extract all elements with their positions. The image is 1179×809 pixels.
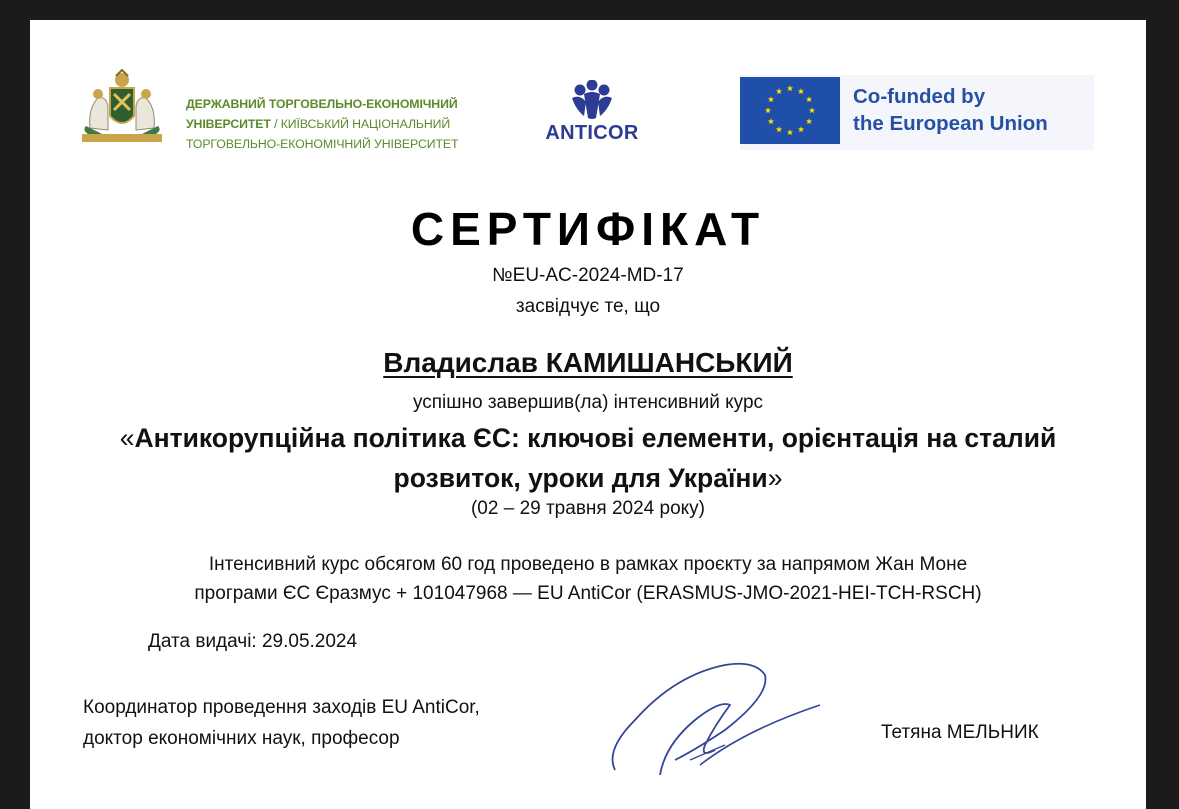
course-dates: (02 – 29 травня 2024 року) — [470, 498, 706, 519]
eu-cofunded-line1: Co-funded by — [853, 85, 986, 108]
coordinator-line1: Координатор проведення заходів EU AntiCor, — [83, 697, 480, 718]
course-title — [30, 418, 1146, 498]
course-details-line1: Інтенсивний курс обсягом 60 год проведено в рамках проєкту за напрямом Жан Моне — [208, 554, 968, 575]
coordinator-line2: доктор економічних наук, професор — [83, 728, 400, 749]
university-name-line2-bold: УНІВЕРСИТЕТ — [186, 117, 271, 131]
course-title-line2: розвиток, уроки для України — [393, 463, 768, 493]
course-details — [30, 550, 1146, 608]
anticor-label: ANTICOR — [545, 122, 639, 144]
eu-cofunded-text — [853, 83, 1048, 137]
coordinator-title — [83, 692, 480, 754]
university-name — [186, 94, 458, 154]
issue-date: Дата видачі: 29.05.2024 — [148, 631, 358, 652]
university-name-line1: ДЕРЖАВНИЙ ТОРГОВЕЛЬНО-ЕКОНОМІЧНИЙ — [186, 97, 458, 111]
recipient-name — [30, 347, 1146, 379]
signer-name: Тетяна МЕЛЬНИК — [881, 722, 1039, 743]
eu-flag-icon — [740, 77, 840, 144]
university-crest-icon — [80, 68, 164, 146]
course-title-line1: Антикорупційна політика ЄС: ключові елементи, орієнтація на сталий — [134, 423, 1057, 453]
recipient-name-text: Владислав КАМИШАНСЬКИЙ — [383, 347, 793, 378]
university-name-line3: ТОРГОВЕЛЬНО-ЕКОНОМІЧНИЙ УНІВЕРСИТЕТ — [186, 137, 459, 151]
certificate-title: СЕРТИФІКАТ — [410, 203, 766, 255]
course-open-quote: « — [119, 423, 135, 453]
eu-cofunded-line2: the European Union — [853, 112, 1048, 135]
eu-cofunded-block — [740, 75, 1094, 150]
certifies-text: засвідчує те, що — [515, 296, 661, 317]
certificate-page — [30, 20, 1146, 809]
completed-text: успішно завершив(ла) інтенсивний курс — [412, 392, 764, 413]
signature-icon — [605, 650, 825, 785]
course-details-line2: програми ЄС Єразмус + 101047968 — EU AntiCor (ERASMUS-JMO-2021-HEI-TCH-RSCH) — [194, 583, 982, 604]
scan-border — [1146, 0, 1179, 809]
course-close-quote: » — [767, 463, 783, 493]
certificate-number: №EU-AC-2024-MD-17 — [492, 265, 684, 286]
university-name-line2: / КИЇВСЬКИЙ НАЦІОНАЛЬНИЙ — [270, 117, 451, 131]
